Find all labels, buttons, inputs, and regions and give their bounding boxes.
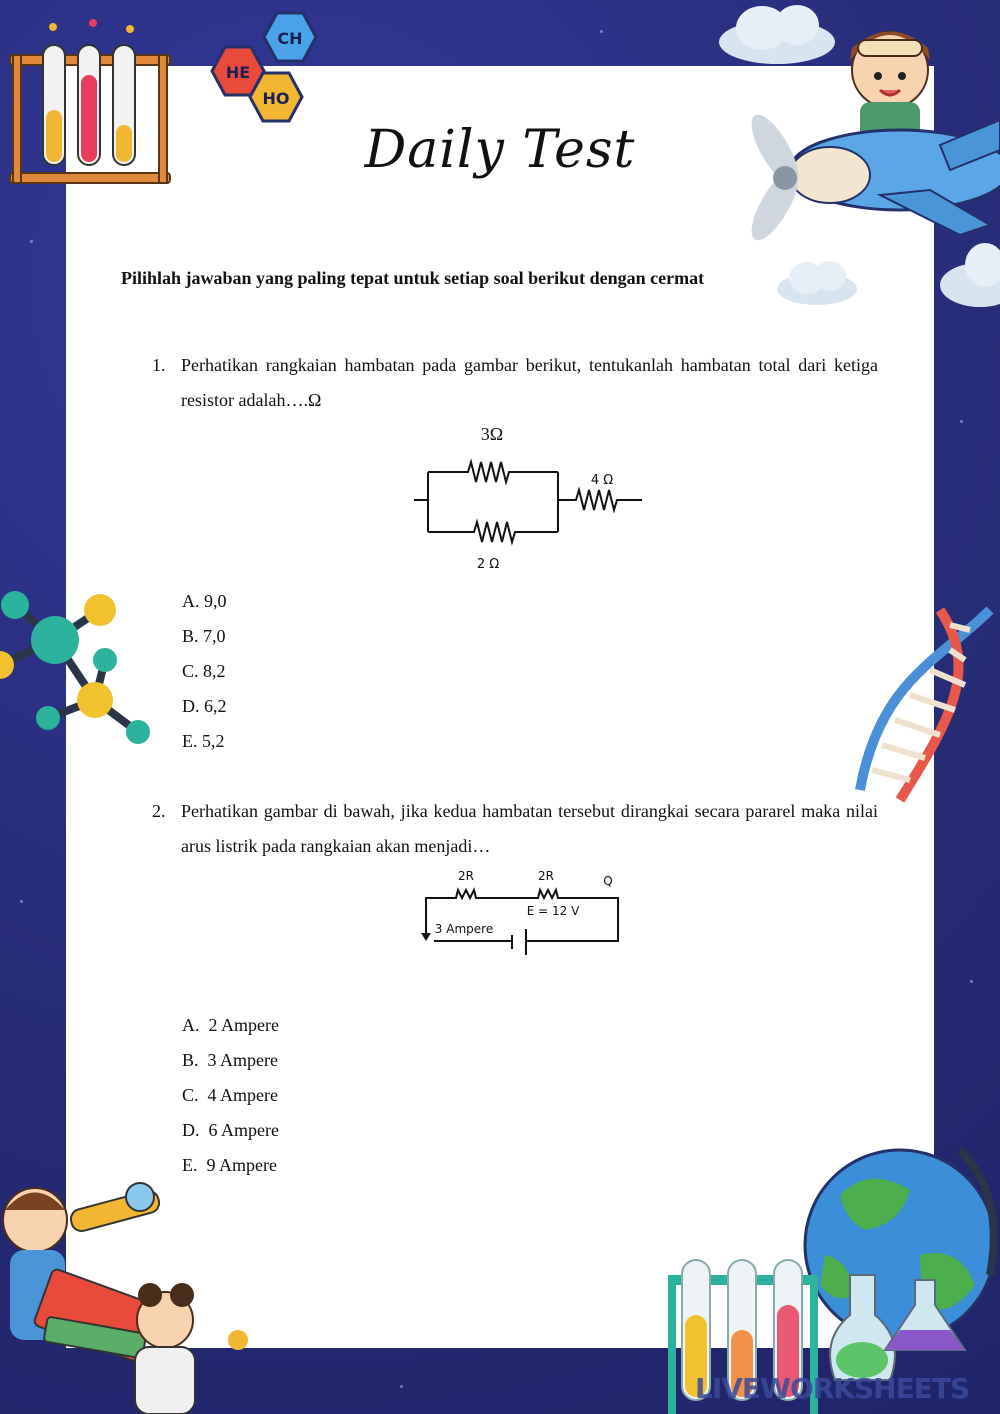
question-text: Perhatikan gambar di bawah, jika kedua hambatan tersebut dirangkai secara pararel maka nilai arus listrik pada rangkaian akan menjadi… — [181, 801, 878, 856]
answer-option-d[interactable]: D. 6 Ampere — [182, 1120, 279, 1140]
question-2 — [152, 794, 878, 864]
cloud-icon — [772, 254, 862, 309]
molecule-model-icon — [0, 580, 160, 760]
resistor-circuit-diagram-1 — [410, 420, 650, 580]
hexagon-label: HE — [225, 63, 251, 82]
answer-option-b[interactable]: B. 3 Ampere — [182, 1050, 278, 1070]
resistor-series-label: 4 Ω — [590, 473, 614, 488]
question-1 — [152, 348, 878, 418]
question-1-options — [182, 584, 227, 759]
answer-option-c[interactable]: C. 8,2 — [182, 661, 226, 681]
page-title: Daily Test — [364, 120, 636, 180]
question-number: 1. — [152, 355, 166, 375]
liveworksheets-watermark: LIVEWORKSHEETS — [695, 1372, 970, 1405]
hexagon-label: HO — [262, 89, 290, 108]
answer-option-e[interactable]: E. 9 Ampere — [182, 1155, 277, 1175]
circuit-diagram-2 — [408, 865, 628, 960]
node-q-label: Q — [603, 874, 613, 888]
answer-option-a[interactable]: A. 9,0 — [182, 591, 227, 611]
resistor-bottom-label: 2 Ω — [476, 557, 500, 572]
answer-option-a[interactable]: A. 2 Ampere — [182, 1015, 279, 1035]
question-number: 2. — [152, 801, 166, 821]
instruction-text: Pilihlah jawaban yang paling tepat untuk setiap soal berikut dengan cermat — [121, 268, 705, 288]
answer-option-d[interactable]: D. 6,2 — [182, 696, 227, 716]
answer-option-b[interactable]: B. 7,0 — [182, 626, 226, 646]
dna-helix-icon — [840, 600, 1000, 810]
hexagon-label: CH — [277, 29, 303, 48]
current-label: 3 Ampere — [434, 922, 494, 936]
answer-option-e[interactable]: E. 5,2 — [182, 731, 225, 751]
question-2-options — [182, 1008, 279, 1183]
kids-telescope-illustration — [0, 1175, 260, 1414]
resistor-top-label: 3Ω — [480, 424, 504, 444]
answer-option-c[interactable]: C. 4 Ampere — [182, 1085, 278, 1105]
emf-label: E = 12 V — [526, 904, 580, 918]
resistor-2-label: 2R — [538, 869, 554, 883]
resistor-1-label: 2R — [458, 869, 474, 883]
question-text: Perhatikan rangkaian hambatan pada gambar berikut, tentukanlah hambatan total dari ketiga resistor adalah….Ω — [181, 355, 878, 410]
